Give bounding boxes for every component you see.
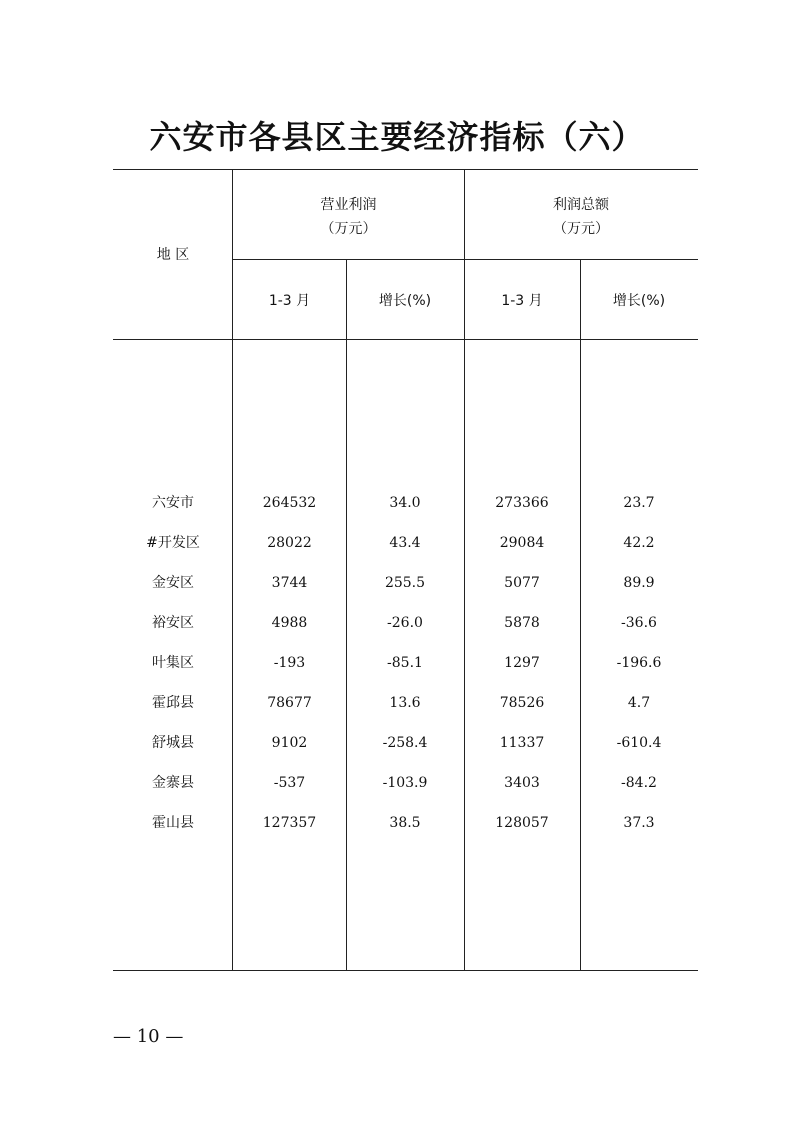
cell-op-profit: -193 — [273, 655, 306, 671]
cell-op-growth: -258.4 — [382, 735, 428, 751]
cell-op-growth: 43.4 — [389, 535, 421, 551]
cell-total-growth: 89.9 — [623, 575, 655, 591]
cell-total-profit: 5077 — [504, 575, 540, 591]
cell-total-profit: 78526 — [499, 695, 545, 711]
cell-total-growth: -84.2 — [621, 775, 657, 791]
header-group2-name: 利润总额 — [553, 197, 609, 213]
cell-region: 霍山县 — [152, 815, 194, 831]
header-group1-unit: （万元） — [320, 221, 377, 237]
cell-total-growth: 23.7 — [623, 495, 655, 511]
cell-total-profit: 5878 — [504, 615, 540, 631]
cell-region: 金安区 — [152, 575, 194, 591]
header-growth-2: 增长(%) — [612, 293, 666, 309]
cell-op-profit: 4988 — [271, 615, 308, 631]
cell-op-growth: -85.1 — [387, 655, 423, 671]
cell-total-growth: -36.6 — [621, 615, 657, 631]
cell-region: #开发区 — [146, 535, 200, 551]
cell-total-profit: 1297 — [504, 655, 540, 671]
cell-region: 金寨县 — [152, 775, 194, 791]
cell-op-profit: 264532 — [262, 495, 317, 511]
header-period-1: 1-3 月 — [268, 293, 311, 309]
cell-op-growth: -103.9 — [382, 775, 428, 791]
header-bottom-rule — [113, 339, 698, 340]
cell-total-profit: 3403 — [504, 775, 540, 791]
cell-op-profit: 9102 — [271, 735, 308, 751]
header-group2-unit: （万元） — [553, 221, 609, 237]
cell-op-profit: 28022 — [267, 535, 312, 551]
page-number: — 10 — — [113, 1026, 184, 1047]
cell-total-profit: 29084 — [499, 535, 545, 551]
cell-op-growth: 13.6 — [389, 695, 421, 711]
cell-region: 霍邱县 — [152, 695, 194, 711]
cell-region: 叶集区 — [152, 655, 194, 671]
header-growth-1: 增长(%) — [378, 293, 432, 309]
cell-op-profit: 78677 — [267, 695, 312, 711]
cell-op-growth: 38.5 — [389, 815, 421, 831]
cell-total-profit: 273366 — [495, 495, 549, 511]
cell-total-growth: -610.4 — [616, 735, 662, 751]
cell-total-growth: 4.7 — [627, 695, 651, 711]
cell-region: 六安市 — [152, 495, 194, 511]
cell-region: 裕安区 — [152, 615, 194, 631]
cell-total-profit: 11337 — [499, 735, 545, 751]
cell-total-growth: 37.3 — [623, 815, 655, 831]
cell-region: 舒城县 — [152, 735, 194, 751]
page-title: 六安市各县区主要经济指标（六） — [149, 118, 645, 156]
cell-op-growth: 34.0 — [389, 495, 421, 511]
header-mid-rule — [233, 259, 698, 260]
cell-op-profit: -537 — [273, 775, 306, 791]
table-top-rule — [113, 169, 698, 170]
cell-op-profit: 127357 — [262, 815, 317, 831]
cell-total-profit: 128057 — [495, 815, 549, 831]
cell-total-growth: 42.2 — [623, 535, 655, 551]
header-period-2: 1-3 月 — [501, 293, 543, 309]
cell-op-growth: 255.5 — [384, 575, 426, 591]
header-region: 地 区 — [156, 247, 190, 263]
header-group1-name: 营业利润 — [320, 197, 377, 213]
cell-total-growth: -196.6 — [616, 655, 662, 671]
table-bottom-rule — [113, 970, 698, 971]
cell-op-growth: -26.0 — [387, 615, 423, 631]
cell-op-profit: 3744 — [271, 575, 308, 591]
